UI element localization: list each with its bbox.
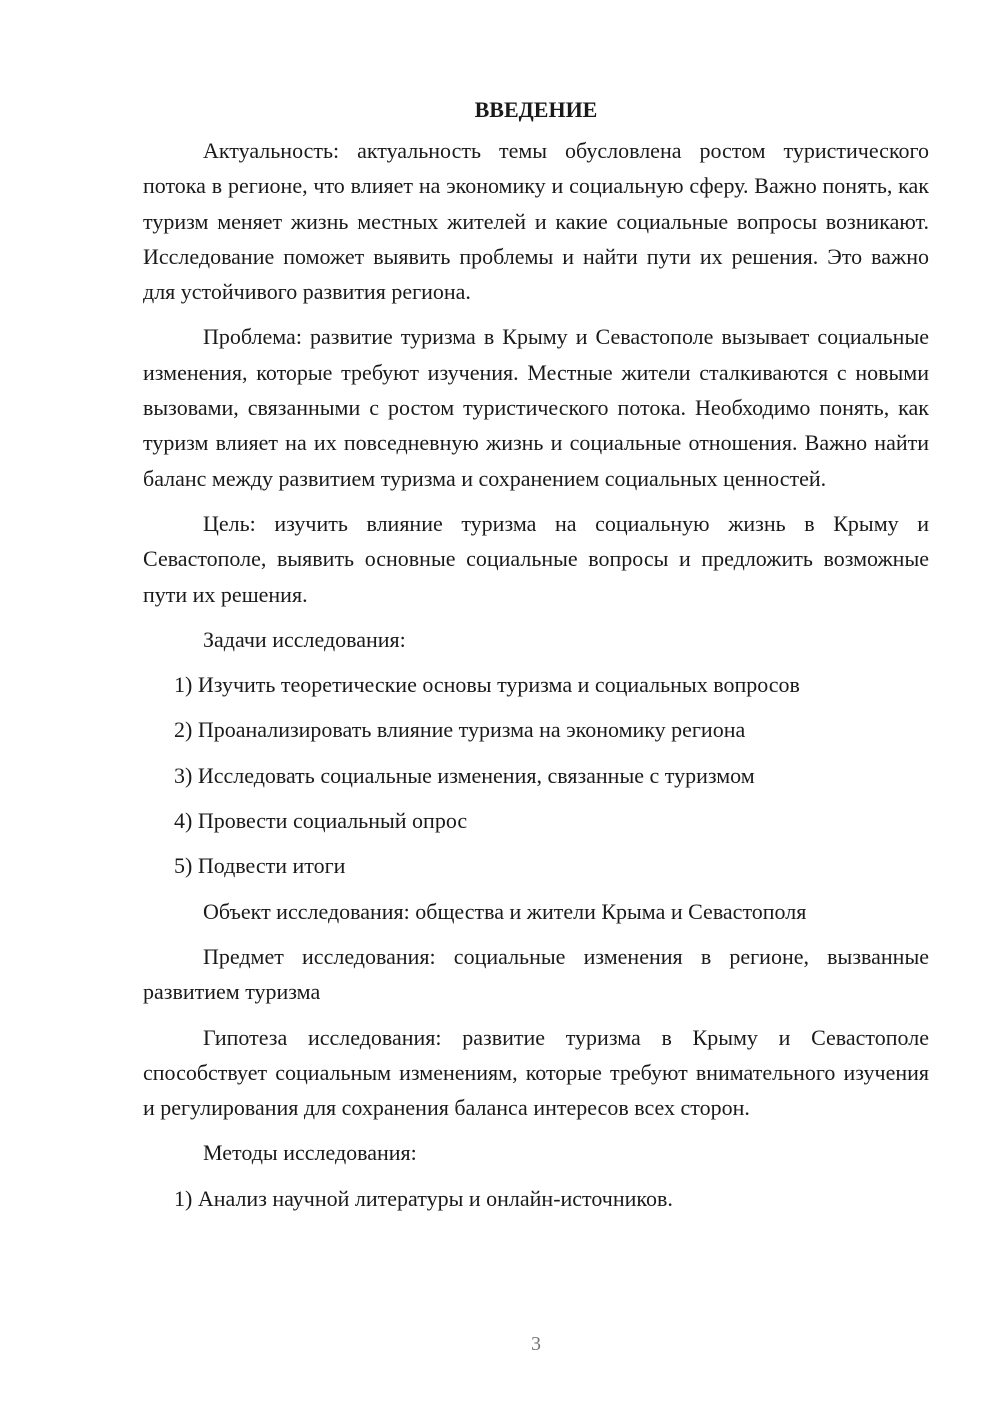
list-item: 1) Изучить теоретические основы туризма и социальных вопросов	[174, 672, 800, 698]
object-line: Объект исследования: общества и жители Крыма и Севастополя	[203, 898, 807, 924]
methods-heading: Методы исследования:	[203, 1140, 417, 1166]
list-item: 2) Проанализировать влияние туризма на экономику региона	[174, 717, 746, 743]
hypothesis-paragraph: Гипотеза исследования: развитие туризма в Крыму и Севастополе способствует социальным изменениям, которые требуют внимательного изучения и регулирования для сохранения баланса интересов всех сторон.	[143, 1024, 929, 1121]
document-page	[143, 92, 929, 1226]
relevance-paragraph: Актуальность: актуальность темы обусловлена ростом туристического потока в регионе, что влияет на экономику и социальную сферу. Важно понять, как туризм меняет жизнь местных жителей и какие социальные вопросы возникают. Исследование поможет выявить проблемы и найти пути их решения. Это важно для устойчивого развития региона.	[143, 138, 929, 305]
list-item: 3) Исследовать социальные изменения, связанные с туризмом	[174, 762, 755, 788]
methods-list	[143, 1181, 929, 1216]
list-item: 1) Анализ научной литературы и онлайн-источников.	[174, 1185, 673, 1211]
page-title: ВВЕДЕНИЕ	[474, 97, 598, 122]
list-item: 4) Провести социальный опрос	[174, 808, 468, 834]
tasks-list	[143, 667, 929, 883]
goal-paragraph: Цель: изучить влияние туризма на социальную жизнь в Крыму и Севастополе, выявить основные социальные вопросы и предложить возможные пути их решения.	[143, 510, 929, 607]
page-number: 3	[531, 1333, 541, 1355]
list-item: 5) Подвести итоги	[174, 853, 346, 879]
subject-paragraph: Предмет исследования: социальные изменения в регионе, вызванные развитием туризма	[143, 943, 929, 1005]
problem-paragraph: Проблема: развитие туризма в Крыму и Севастополе вызывает социальные изменения, которые требуют изучения. Местные жители сталкиваются с новыми вызовами, связанными с ростом туристического потока. Необходимо понять, как туризм влияет на их повседневную жизнь и социальные отношения. Важно найти баланс между развитием туризма и сохранением социальных ценностей.	[143, 324, 929, 491]
tasks-heading: Задачи исследования:	[203, 626, 406, 652]
